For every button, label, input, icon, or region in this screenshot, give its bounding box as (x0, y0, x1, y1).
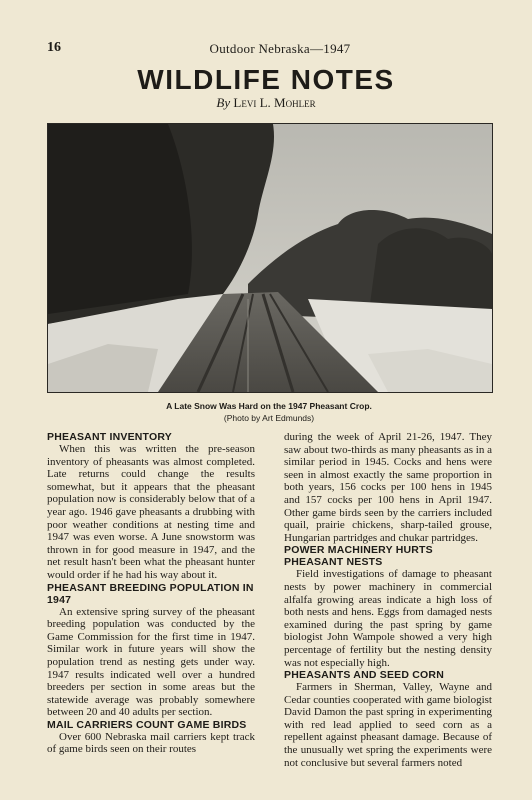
section-paragraph: Field investigations of damage to pheasant nests by power machinery in commercial alfalfa growing areas indicate a high loss of both nests and hens. Eggs from damaged nests examined during the past spring by game biologist John Wampole showed a very high percentage of fertility but the nesting density was not especially high. (284, 568, 492, 669)
snowy-road-photo (47, 123, 493, 393)
text-column-right (284, 431, 492, 769)
byline (0, 95, 532, 111)
article-title: WILDLIFE NOTES (137, 64, 395, 95)
section-heading: PHEASANTS AND SEED CORN (284, 669, 444, 682)
photo-caption (47, 400, 491, 424)
section-paragraph: When this was written the pre-season inventory of pheasants was almost completed. Late returns could change the results somewhat, but it appears that the pheasant population now is considerably below that of a year ago. 1946 gave pheasants a drubbing with poor weather conditions at nesting time and 1947 was even worse. A June snowstorm was thrown in for good measure in 1947, and the net result hasn't been what the pheasant hunter would order if he had his way about it. (47, 443, 255, 581)
section-paragraph: An extensive spring survey of the pheasant breeding population was conducted by the Game Commission for the first time in 1947. Similar work in future years will show the population trend as nesting gets under way. 1947 results indicated well over a hundred breeders per section in some areas but the statewide average was probably somewhere between 20 and 40 adults per section. (47, 605, 255, 719)
section-paragraph-continued: during the week of April 21-26, 1947. They saw about two-thirds as many pheasants as in a similar period in 1945. Cocks and hens were seen in almost exactly the same proportion in both years, 156 cocks per 100 hens in 1945 and 157 cocks per 100 hens in April 1947. Other game birds seen by the carriers included quail, prairie chickens, sharp-tailed grouse, Hungarian partridges and chukar partridges. (284, 431, 492, 544)
page-number: 16 (47, 40, 61, 55)
section-heading: PHEASANT BREEDING POPULATION IN 1947 (47, 581, 254, 606)
section-paragraph: Over 600 Nebraska mail carriers kept track of game birds seen on their routes (47, 730, 255, 756)
caption-text: A Late Snow Was Hard on the 1947 Pheasant Crop. (166, 401, 372, 411)
text-column-left (47, 431, 255, 756)
section-heading: MAIL CARRIERS COUNT GAME BIRDS (47, 718, 247, 731)
author-name: Levi L. Mohler (233, 95, 316, 110)
photo-credit: (Photo by Art Edmunds) (223, 413, 315, 423)
section-heading: POWER MACHINERY HURTS PHEASANT NESTS (284, 544, 433, 569)
section-paragraph: Farmers in Sherman, Valley, Wayne and Cedar counties cooperated with game biologist David Damon the past spring in experimenting with red lead applied to seed corn as a repellent against pheasant damage. Because of the unusually wet spring the experiments were not conclusive but several farmers noted (284, 681, 492, 769)
byline-prefix: By (216, 95, 231, 110)
running-head: Outdoor Nebraska—1947 (209, 41, 351, 56)
section-heading: PHEASANT INVENTORY (47, 431, 172, 443)
